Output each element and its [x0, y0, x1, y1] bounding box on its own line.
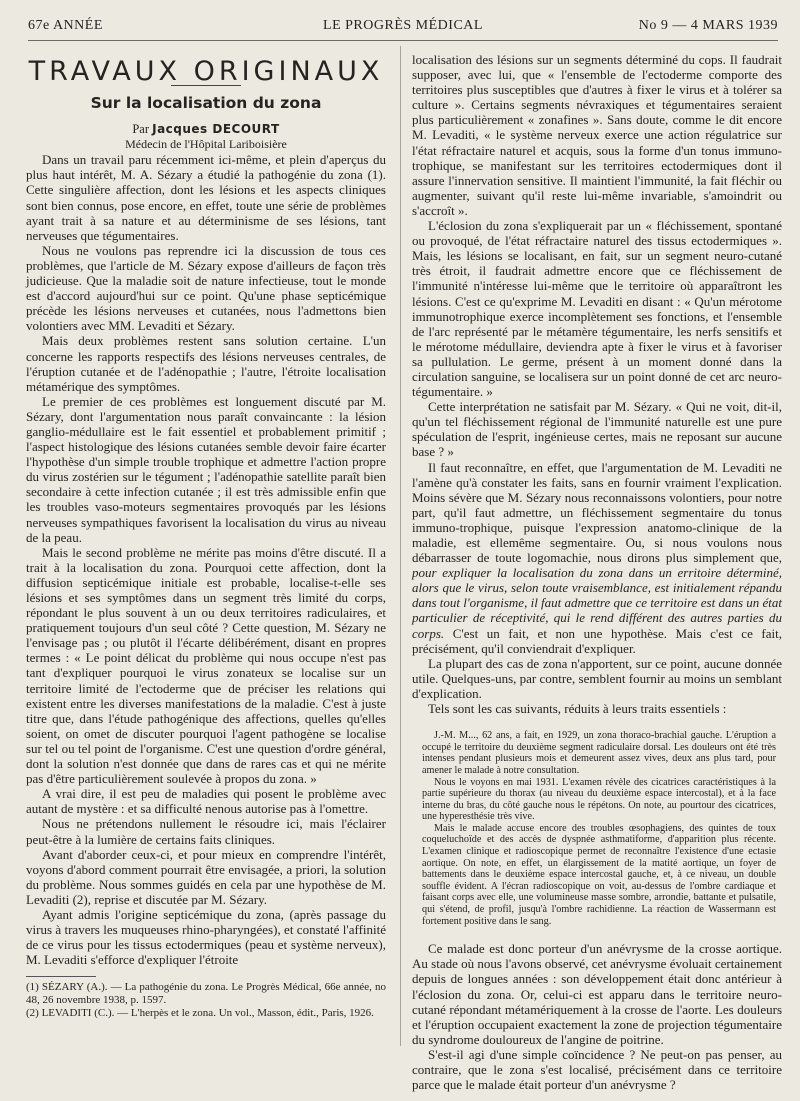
italic-emphasis: pour expliquer la localisation du zona dans un erritoire déterminé, alors que le virus, selon toute vraisemblance, est initialement répandu dans tout l'organisme, il faut admettre que ce territoire est dans un état particulier de réceptivité, qui le rend différent des autres parties du corps.: [412, 565, 782, 641]
column-rule: [400, 46, 401, 1046]
paragraph: Le premier de ces problèmes est longuement discuté par M. Sézary, dont l'argumentation nous paraît convaincante : la lésion ganglio-médullaire est le fait essentiel et probablement primitif ; l'aspect histologique des lésions cutanées semble devoir faire écarter l'hypothèse d'un simple trouble trophique et admettre l'action propre du virus zostérien sur le tégument ; l'adénopathie satellite paraît bien secondaire à cette infection cutanée ; il est très admissible enfin que les troubles vaso-moteurs segmentaires provoqués par les lésions nerveuses sympathiques favorisent la localisation du virus au niveau de la peau.: [26, 393, 386, 545]
case-report: [422, 730, 776, 927]
text-run: C'est un fait, et non une hypothèse. Mais c'est ce fait, précisément, qu'il conviendrait d'expliquer.: [412, 625, 783, 656]
paragraph: Ce malade est donc porteur d'un anévrysme de la crosse aortique. Au stade où nous l'avons observé, cet anévrysme évoluait certainement depuis de longues années : son développement était donc antérieur à l'éclosion du zona. Or, celui-ci est apparu dans le territoire neuro-cutané répondant métamériquement à la crosse de l'aorte. Les douleurs et l'éruption occupaient exactement la zone de projection tégumentaire du syndrome douloureux de l'angine de poitrine.: [412, 941, 782, 1047]
paragraph: Cette interprétation ne satisfait par M. Sézary. « Qui ne voit, dit-il, qu'un tel fléchissement régional de l'immunité naturelle est une pure spéculation de l'esprit, ingénieuse certes, mais ne reposant sur aucune base ? »: [412, 399, 782, 460]
paragraph: La plupart des cas de zona n'apportent, sur ce point, aucune donnée utile. Quelques-uns, par contre, semblent fournir au moins un semblant d'explication.: [412, 655, 782, 701]
paragraph: Mais le second problème ne mérite pas moins d'être discuté. Il a trait à la localisation du zona. Pourquoi cette affection, dont la diffusion septicémique initiale est probable, localise-t-elle ses lésions et ses symptômes dans un segment très limité du corps, répondant le plus souvent à un ou deux territoires radiculaires, et pratiquement toujours d'un seul côté ? Cette question, M. Sézary ne l'envisage pas ; ou plutôt il l'écarte délibérément, disant en propres termes : « Le point délicat du problème qui nous occupe n'est pas tant d'expliquer pourquoi le virus zonateux se localise sur un territoire limité de l'ectoderme que de préciser les relations qui existent entre les diverses manifestations de la maladie. C'est à juste titre que, dans l'étude pathogénique des affections, quelles qu'elles soient, on omet de discuter pourquoi l'agent pathogène se localise sur tel ou tel point de l'organisme. C'est une question d'ordre général, dont la solution n'est donnée que dans de rares cas et qui ne mérite pas d'être particulièrement soulevée à propos du zona. »: [26, 544, 386, 787]
paragraph: localisation des lésions sur un segments déterminé du cops. Il faudrait supposer, avec lui, que « l'ensemble de l'ectoderme comporte des territoires plus susceptibles que d'autres à fixer le virus et à tolérer sa culture ». Certains segments névraxiques et tégumentaires seraient plus particulièrement « zonafines ». Sans doute, comme le dit encore M. Levaditi, « le système nerveux exerce une action régulatrice sur l'état réfractaire naturel et acquis, sous la forme d'un tonus immuno-trophique, se manifestant sur les territoires ectodermiques dont il assure l'innervation sensitive. Il maintient l'immunité, la fait fléchir ou augmenter, suivant qu'il reste lui-même invariable, s'amoindrit ou s'accroît ».: [412, 52, 782, 218]
byline-prefix: Par: [132, 122, 149, 137]
section-title: TRAVAUX ORIGINAUX: [28, 56, 384, 87]
paragraph: Avant d'aborder ceux-ci, et pour mieux en comprendre l'intérêt, voyons d'abord comment pourrait être envisagée, a priori, la solution du problème. Nous sommes guidés en cela par une hypothèse de M. Levaditi (2), reprise et discutée par M. Sézary.: [26, 846, 386, 907]
left-column: [26, 58, 386, 1019]
case-paragraph: Mais le malade accuse encore des troubles œsophagiens, des quintes de toux coqueluchoïde et des accès de dyspnée asthmatiforme, d'apparition plus récente. L'examen clinique et radioscopique permet de reconnaître l'existence d'une ectasie aortique. On note, en effet, un élargissement de la matité aortique, un foyer de battements dans le deuxième espace intercostal gauche, et, à ce niveau, un double souffle évident. A l'écran radioscopique on voit, au-dessus de l'ombre cardiaque et faisant corps avec elle, une volumineuse masse sombre, arrondie, battante et pulsatile, qui s'étend, de profil, jusqu'à l'ombre rachidienne. La réaction de Wassermann est fortement positive dans le sang.: [422, 822, 776, 927]
paragraph-reconnaitre: [412, 460, 782, 656]
spacer: [412, 927, 782, 941]
paragraph: A vrai dire, il est peu de maladies qui posent le problème avec autant de mystère : et sa difficulté nenous autorise pas à l'omettre.: [26, 786, 386, 817]
volume-label: 67e ANNÉE: [28, 18, 103, 33]
header-rule: [28, 40, 778, 41]
paragraph: S'est-il agi d'une simple coïncidence ? Ne peut-on pas penser, au contraire, que le zona s'est localisé, précisément dans ce territoire parce que le malade était porteur d'un anévrysme ?: [412, 1046, 782, 1093]
paragraph: Dans un travail paru récemment ici-même, et plein d'aperçus du plus haut intérêt, M. A. Sézary a étudié la pathogénie du zona (1). Cette singulière affection, dont les lésions et les aspects cliniques sont bien connus, pose encore, en effet, toute une série de problèmes ayant trait à sa nature et au déterminisme de ses lésions, tant nerveuses que tégumentaires.: [26, 152, 386, 243]
case-paragraph: Nous le voyons en mai 1931. L'examen révèle des cicatrices caractéristiques à la partie supérieure du thorax (au niveau du deuxième espace intercostal), et à la face interne du bras, du côté gauche nous le répétons. On note, au pourtour des cicatrices, une hyperesthésie très vive.: [422, 776, 776, 823]
author-affiliation: Médecin de l'Hôpital Lariboisière: [125, 137, 287, 152]
right-column: [412, 52, 782, 1092]
paragraph: L'éclosion du zona s'expliquerait par un « fléchissement, spontané ou provoqué, de l'état réfractaire naturel des tissus ectodermiques ». Mais, les lésions se localisant, en fait, sur un segment neuro-cutané très étroit, il faudrait admettre encore que ce fléchissement de l'immunité n'intéresse lui-même que le territoire où apparaîtront les lésions. C'est ce qu'exprime M. Levaditi en disant : « Qu'un mérotome immunotrophique exerce incomplètement ses fonctions, et l'ensemble de l'arc représenté par le métamère tégumentaire, les nerfs sensitifs et le mérotome médullaire, deviendra apte à fixer le virus et à favoriser sa pullulation. Le germe, présent à un moment donné dans la circulation sanguine, se localisera sur un point donné de cet arc neuro-tégumentaire. »: [412, 218, 782, 400]
footnote: (2) LEVADITI (C.). — L'herpès et le zona. Un vol., Masson, édit., Paris, 1926.: [26, 1006, 374, 1019]
paragraph: Tels sont les cas suivants, réduits à leurs traits essentiels :: [428, 701, 727, 717]
paragraph: Mais deux problèmes restent sans solution certaine. L'un concerne les rapports respectifs des lésions nerveuses centrales, de l'éruption cutanée et de l'adénopathie ; l'autre, l'étroite localisation métamérique des symptômes.: [26, 333, 386, 394]
case-paragraph: J.-M. M..., 62 ans, a fait, en 1929, un zona thoraco-brachial gauche. L'éruption a occupé le territoire du deuxième segment radiculaire dorsal. Les douleurs ont été très intenses pendant plusieurs mois et demeurent assez vives, deux ans plus tard, pour amener le malade à notre consultation.: [422, 730, 776, 776]
journal-title: LE PROGRÈS MÉDICAL: [323, 18, 483, 33]
paragraph: Nous ne prétendons nullement le résoudre ici, mais l'éclairer peut-être à la lumière de certains faits cliniques.: [26, 816, 386, 847]
footnote: (1) SÉZARY (A.). — La pathogénie du zona. Le Progrès Médical, 66e année, no 48, 26 novembre 1938, p. 1597.: [26, 981, 386, 1006]
running-head: [28, 18, 778, 38]
article-title: Sur la localisation du zona: [90, 94, 322, 113]
text-run: Il faut reconnaître, en effet, que l'argumentation de M. Levaditi ne l'amène qu'à constater les faits, sans en fournir vraiment l'explication. Moins sévère que M. Sézary nous reconnaissons volontiers, pour notre part, qu'il faut admettre, un fléchissement segmentaire du tonus immuno-trophique, puisque l'expression anatomo-clinique de la maladie, est ellemême segmentaire. Ou, si nous voulons nous débarrasser de toute logomachie, nous dirons plus simplement que,: [412, 459, 782, 566]
paragraph: Nous ne voulons pas reprendre ici la discussion de tous ces problèmes, que l'article de M. Sézary expose d'ailleurs de façon très judicieuse. Que la maladie soit de nature infectieuse, tout le monde est d'accord aujourd'hui sur ce point. Qu'une phase septicémique précède les lésions nerveuses et cutanées, nous l'admettons bien volontiers avec MM. Levaditi et Sézary.: [26, 242, 386, 334]
footnote-rule: [26, 976, 96, 977]
paragraph: Ayant admis l'origine septicémique du zona, (après passage du virus à travers les muqueuses rhino-pharyngées), et constaté l'affinité de ce virus pour les tissus ectodermiques (peau et système nerveux), M. Levaditi s'efforce d'expliquer l'étroite: [26, 906, 386, 968]
byline: [26, 121, 386, 137]
author-name: Jacques DECOURT: [152, 122, 280, 137]
issue-date: No 9 — 4 MARS 1939: [638, 18, 778, 33]
